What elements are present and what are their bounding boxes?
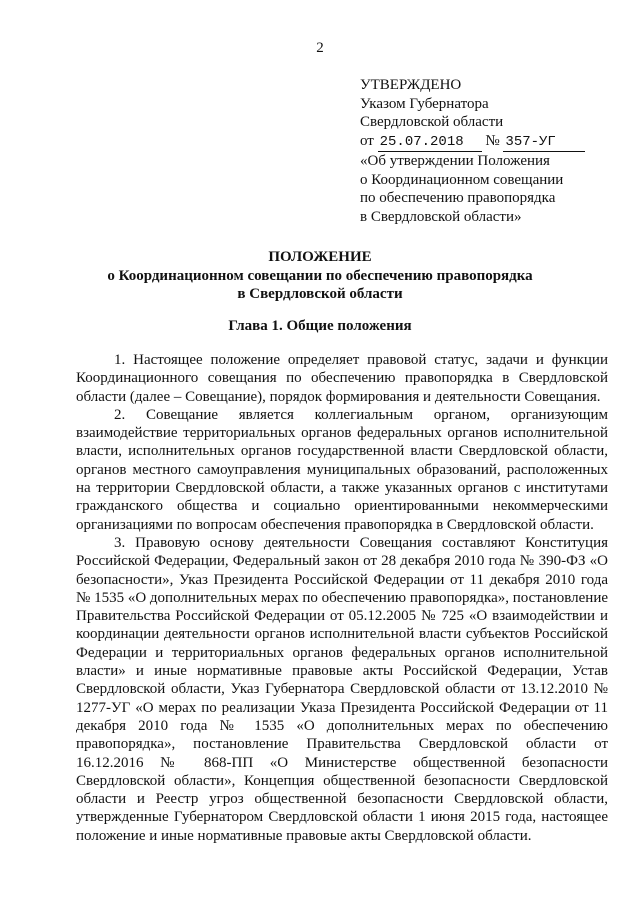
decree-title-line-3: по обеспечению правопорядка xyxy=(360,190,556,206)
title-line-2: о Координационном совещании по обеспечению правопорядка xyxy=(107,267,533,284)
decree-title-line-4: в Свердловской области» xyxy=(360,208,522,225)
approval-date-number-line xyxy=(360,132,600,153)
chapter-heading: Глава 1. Общие положения xyxy=(228,318,412,334)
paragraph-1: 1. Настоящее положение определяет правовой статус, задачи и функции Координационного совещания по обеспечению правопорядка в Свердловской области (далее – Совещание), порядок формирования и деятельности Совещания. xyxy=(76,352,608,405)
document-title xyxy=(0,248,640,304)
paragraph-3: 3. Правовую основу деятельности Совещания составляют Конституция Российской Федерации, Федеральный закон от 28 декабря 2010 года № 390-ФЗ «О безопасности», Указ Президента Российской Федерации от 11 декабря 2010 года № 1535 «О дополнительных мерах по обеспечению правопорядка», постановление Правительства Российской Федерации от 05.12.2005 № 725 «О взаимодействии и координации деятельности органов исполнительной власти субъектов Российской Федерации и территориальных органов федеральных органов исполнительной власти» и иные нормативные правовые акты Российской Федерации, Устав Свердловской области, Указ Губернатора Свердловской области от 13.12.2010 № 1277-УГ «О мерах по реализации Указа Президента Российской Федерации от 11 декабря 2010 года № 1535 «О дополнительных мерах по обеспечению правопорядка», постановление Правительства Свердловской области от 16.12.2016 № 868-ПП «О Министерстве общественной безопасности Свердловской области», Концепция общественной безопасности Свердловской области и Реестр угроз общественной безопасности Свердловской области, утвержденные Губернатором Свердловской области 1 июня 2015 года, настоящее положение и иные нормативные правовые акты Свердловской области. xyxy=(76,534,608,844)
document-body xyxy=(76,351,608,845)
approval-heading: УТВЕРЖДЕНО xyxy=(360,77,462,93)
paragraph-2: 2. Совещание является коллегиальным органом, организующим взаимодействие территориальных органов федеральных органов исполнительной власти, исполнительных органов государственной власти Свердловской области, органов местного самоуправления муниципальных образований, расположенных на территории Свердловской области, а также указанных органов с институтами гражданского общества и социально ориентированными некоммерческими организациями по вопросам обеспечения правопорядка в Свердловской области. xyxy=(76,406,608,533)
approval-stamp xyxy=(360,76,600,226)
approval-region: Свердловской области xyxy=(360,114,504,130)
approval-issuer: Указом Губернатора xyxy=(360,95,489,112)
number-prefix: № xyxy=(485,132,500,149)
title-line-3: в Свердловской области xyxy=(237,286,403,302)
date-prefix: от xyxy=(360,132,374,149)
decree-title-line-2: о Координационном совещании xyxy=(360,171,564,188)
decree-number: 357-УГ xyxy=(503,133,585,153)
decree-title-line-1: «Об утверждении Положения xyxy=(360,153,550,169)
title-line-1: ПОЛОЖЕНИЕ xyxy=(268,249,372,265)
page-number: 2 xyxy=(316,40,324,56)
decree-date: 25.07.2018 xyxy=(378,133,482,153)
